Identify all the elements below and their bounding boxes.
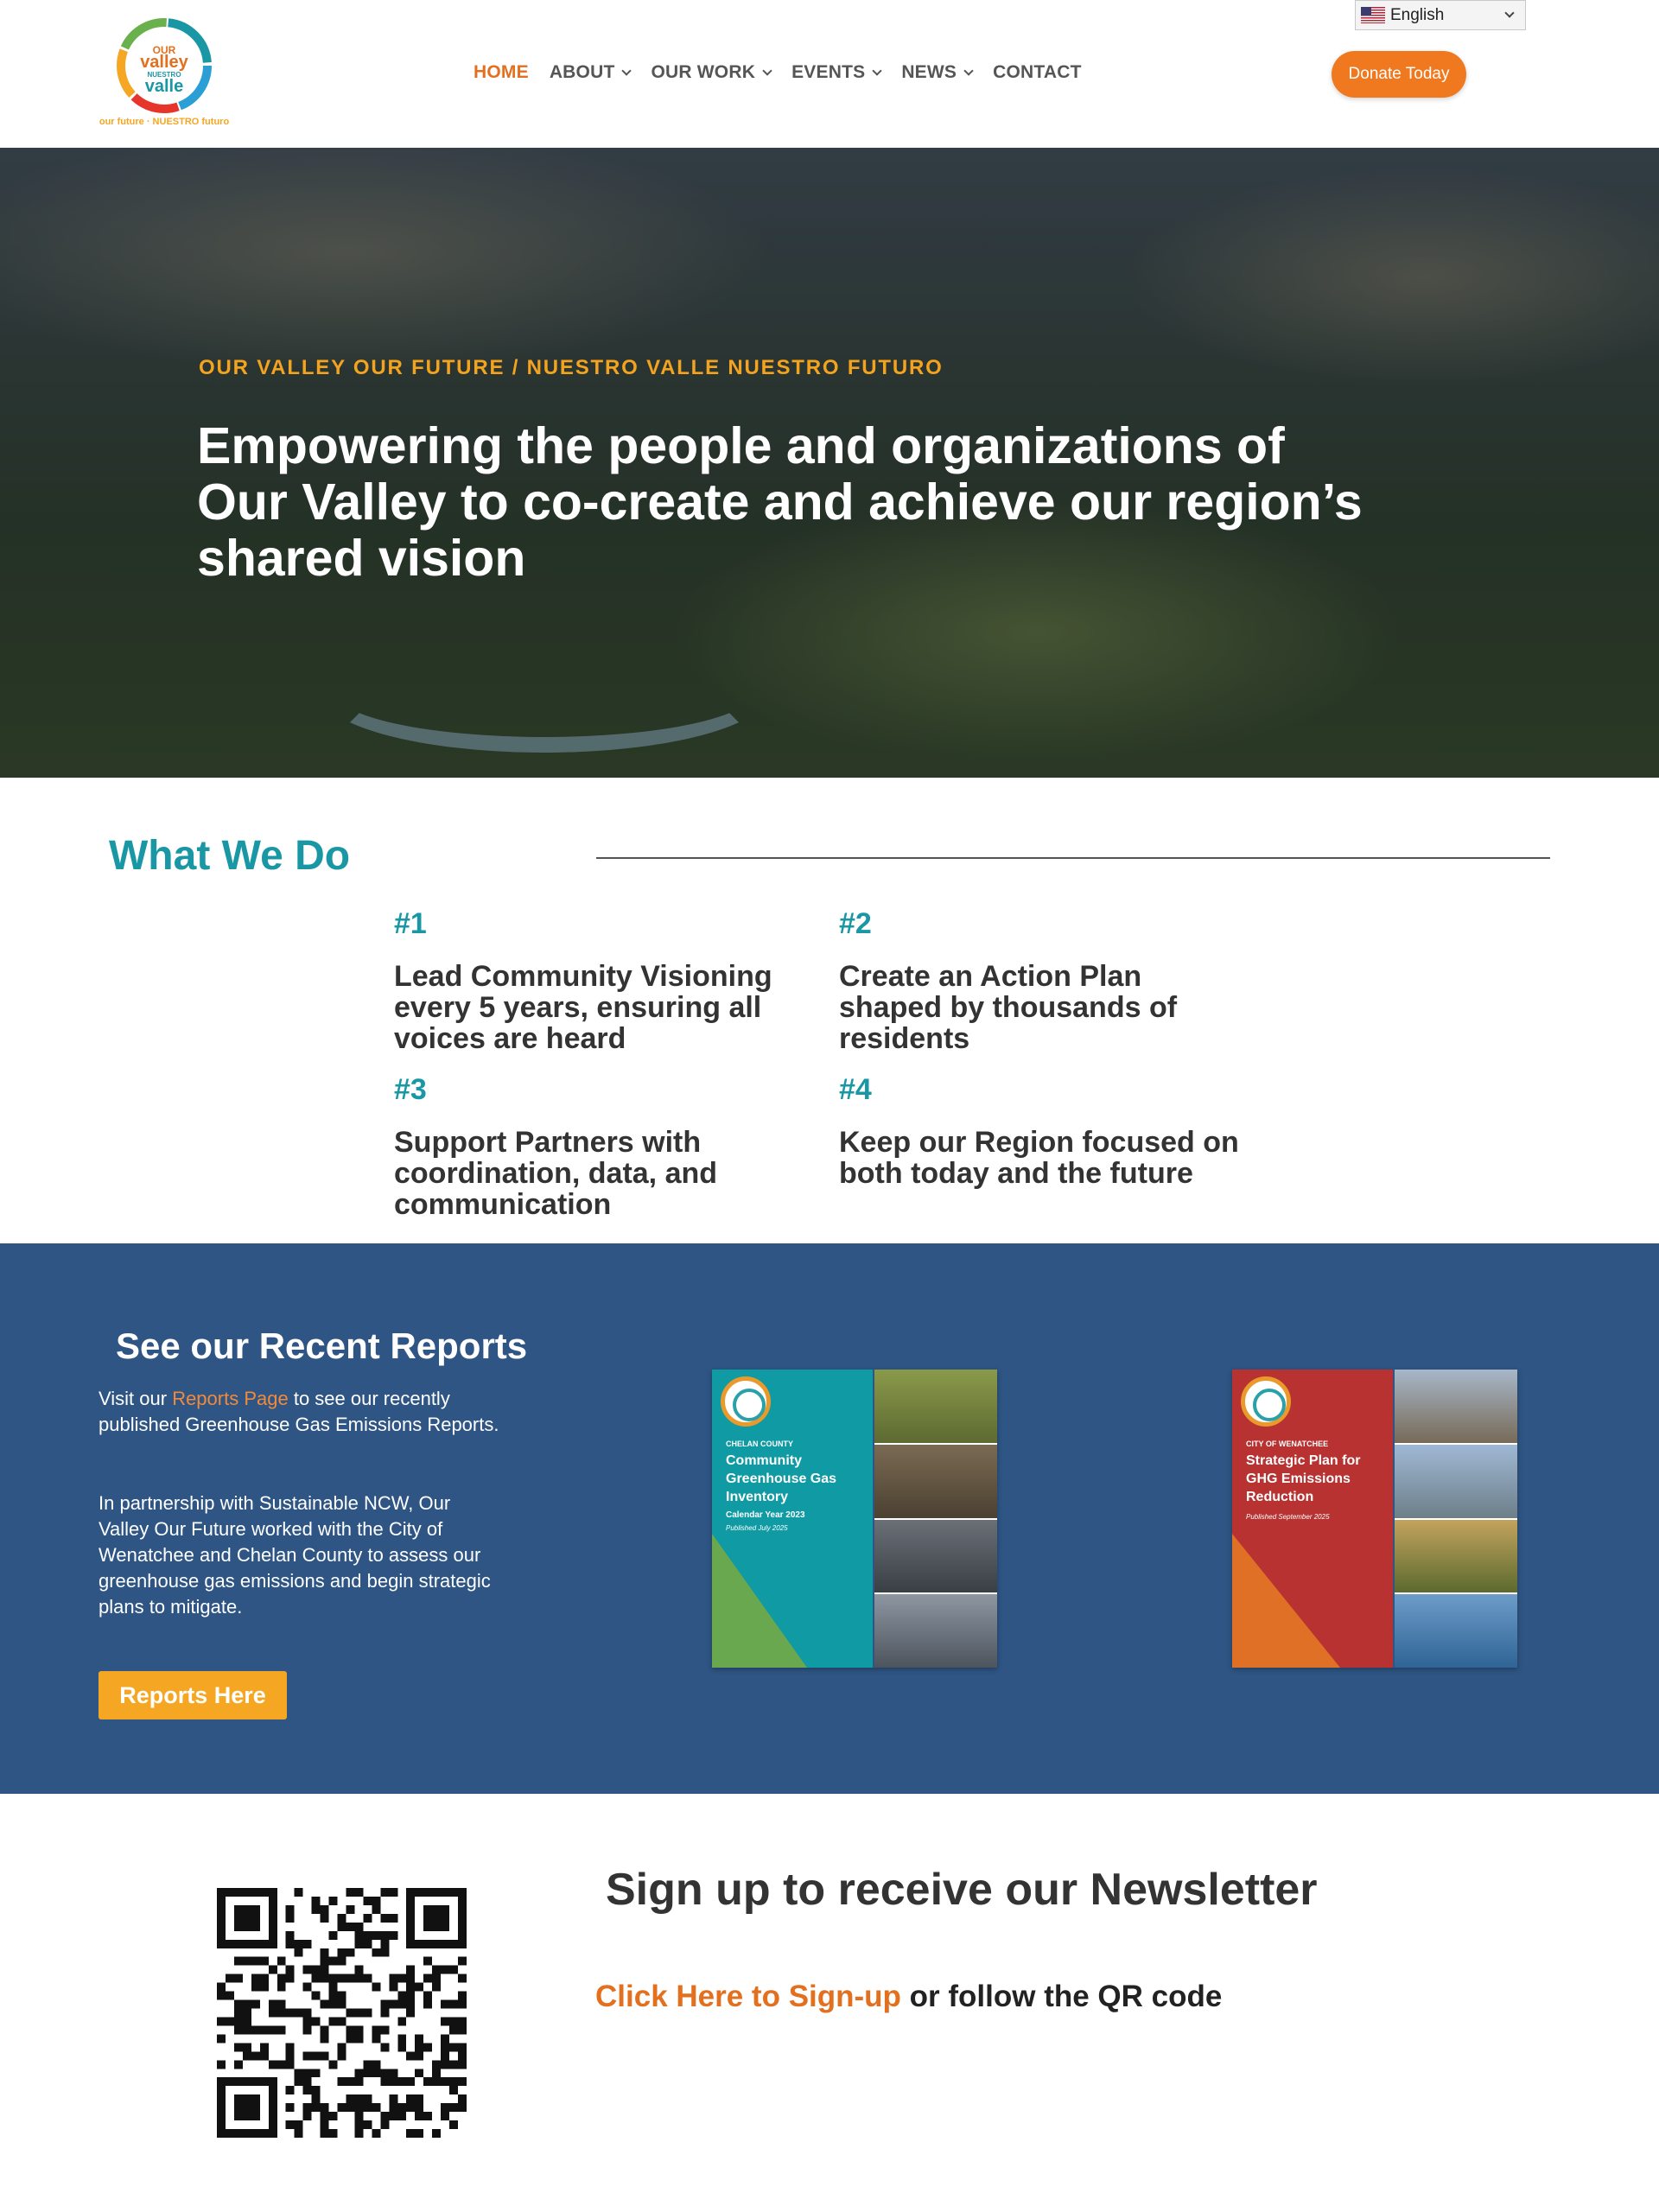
reports-here-button[interactable]: Reports Here [99, 1671, 287, 1719]
item-text: Create an Action Plan shaped by thousands of residents [839, 960, 1178, 1055]
reports-intro [99, 1386, 505, 1438]
photo-factory [874, 1594, 997, 1668]
reports-page-link[interactable]: Reports Page [172, 1388, 289, 1409]
photo-kayak [1395, 1594, 1517, 1668]
reports-partnership-text: In partnership with Sustainable NCW, Our Valley Our Future worked with the City of Wenatchee and Chelan County to assess our greenhouse gas emissions and begin strategic plans to mitigate. [99, 1492, 491, 1618]
cover-org: CITY OF WENATCHEE [1246, 1440, 1329, 1448]
what-we-do-item-3 [394, 1073, 800, 1220]
what-we-do-item-4 [839, 1073, 1245, 1189]
nav-about-label: ABOUT [549, 62, 615, 82]
main-nav [474, 62, 1103, 83]
photo-hills [1395, 1520, 1517, 1593]
hero-title: Empowering the people and organizations of Our Valley to co-create and achieve our region’s shared vision [197, 417, 1363, 587]
recent-reports-section [0, 1243, 1659, 1794]
cover-photos [874, 1370, 997, 1668]
cover-photos [1395, 1370, 1517, 1668]
nav-our-work[interactable] [651, 62, 771, 83]
item-text: Keep our Region focused on both today and the future [839, 1126, 1239, 1190]
svg-text:our future · NUESTRO futuro: our future · NUESTRO futuro [99, 117, 230, 127]
item-number: #2 [839, 907, 872, 940]
newsletter-qr-code[interactable] [217, 1888, 467, 2138]
nav-events[interactable] [791, 62, 880, 83]
nav-about[interactable] [550, 62, 631, 83]
item-number: #4 [839, 1073, 872, 1106]
us-flag-icon [1361, 7, 1385, 23]
cover-panel [1232, 1370, 1393, 1668]
newsletter-signup-line [595, 1980, 1222, 2014]
nav-contact-label: CONTACT [993, 62, 1082, 82]
report-cover-wenatchee[interactable] [1232, 1370, 1517, 1668]
svg-text:valle: valle [144, 77, 184, 96]
nav-our-work-label: OUR WORK [651, 62, 756, 82]
newsletter-title: Sign up to receive our Newsletter [606, 1865, 1318, 1915]
cover-title: Strategic Plan for GHG Emissions Reduction [1246, 1453, 1361, 1504]
nav-contact[interactable] [993, 62, 1082, 83]
chevron-down-icon [762, 66, 772, 75]
item-number: #3 [394, 1073, 427, 1106]
reports-intro-after: to see our recently published Greenhouse Gas Emissions Reports. [99, 1388, 499, 1435]
hero-background-river [320, 632, 769, 753]
section-divider [596, 857, 1550, 859]
language-select[interactable] [1355, 0, 1526, 30]
hero-kicker: OUR VALLEY OUR FUTURE / NUESTRO VALLE NUESTRO FUTURO [199, 356, 944, 379]
photo-worker [874, 1520, 997, 1593]
item-text: Lead Community Visioning every 5 years, ensuring all voices are heard [394, 960, 772, 1055]
cover-title: Community Greenhouse Gas Inventory [726, 1453, 837, 1504]
photo-street [1395, 1370, 1517, 1443]
item-text: Support Partners with coordination, data, and communication [394, 1126, 718, 1221]
site-header [0, 0, 1659, 148]
what-we-do-title: What We Do [109, 833, 351, 879]
nav-news[interactable] [901, 62, 972, 83]
report-cover-chelan[interactable] [712, 1370, 997, 1668]
newsletter-signup-link[interactable]: Click Here to Sign-up [595, 1980, 901, 2013]
what-we-do-item-1 [394, 907, 800, 1054]
hero-banner [0, 148, 1659, 778]
chevron-down-icon [1504, 8, 1514, 17]
cover-subtitle: Calendar Year 2023 [726, 1510, 805, 1520]
what-we-do-item-2 [839, 907, 1245, 1054]
reports-intro-before: Visit our [99, 1388, 173, 1409]
nav-news-label: NEWS [901, 62, 957, 82]
chevron-down-icon [622, 66, 632, 75]
chevron-down-icon [873, 66, 882, 75]
newsletter-qr-hint: or follow the QR code [900, 1980, 1223, 2013]
item-number: #1 [394, 907, 427, 940]
chevron-down-icon [963, 66, 973, 75]
cover-org: CHELAN COUNTY [726, 1440, 793, 1448]
svg-text:valley: valley [140, 53, 188, 72]
reports-title: See our Recent Reports [116, 1325, 528, 1366]
nav-home-label: HOME [474, 62, 529, 82]
cover-panel [712, 1370, 873, 1668]
photo-lake [1395, 1445, 1517, 1518]
language-value: English [1390, 5, 1445, 24]
photo-orchard [874, 1445, 997, 1518]
site-logo[interactable] [99, 16, 230, 131]
cover-published: Published September 2025 [1246, 1513, 1330, 1521]
donate-button[interactable]: Donate Today [1332, 51, 1466, 98]
nav-events-label: EVENTS [791, 62, 866, 82]
svg-text:OUR: OUR [152, 44, 176, 56]
cover-published: Published July 2025 [726, 1524, 788, 1532]
nav-home[interactable] [474, 62, 529, 83]
cover-logo-icon [1241, 1376, 1291, 1427]
photo-hillside [874, 1370, 997, 1443]
svg-text:NUESTRO: NUESTRO [147, 71, 181, 79]
cover-logo-icon [721, 1376, 771, 1427]
